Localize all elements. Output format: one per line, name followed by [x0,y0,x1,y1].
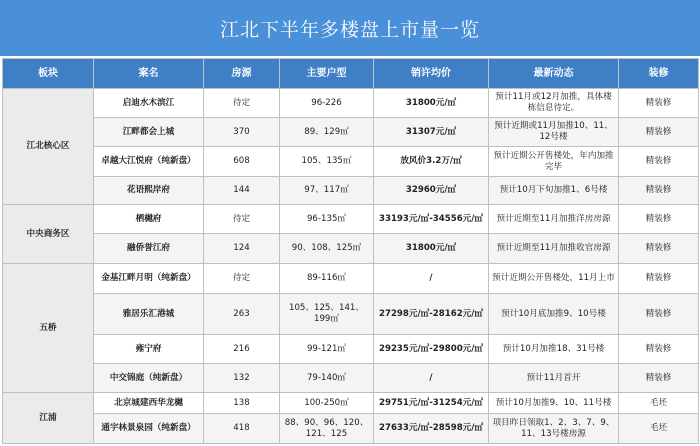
column-header-name: 案名 [94,59,204,89]
project-name-cell: 融侨誉江府 [94,234,204,264]
table-row [3,118,699,147]
table-row [3,264,699,294]
supply-cell: 待定 [204,205,280,234]
layout-cell: 90、108、125㎡ [280,234,374,264]
column-header-decor: 装修 [619,59,699,89]
table-row [3,147,699,177]
decor-cell: 精装修 [619,264,699,294]
project-name-cell: 通宇林景泉园（纯新盘） [94,414,204,444]
supply-cell: 待定 [204,264,280,294]
news-cell: 预计10月底加推9、10号楼 [489,294,619,335]
layout-cell: 105、125、141、199㎡ [280,294,374,335]
layout-cell: 100-250㎡ [280,393,374,414]
price-cell: 32960元/㎡ [374,177,489,205]
news-cell: 预计11月或12月加推，具体楼栋信息待定。 [489,89,619,118]
supply-cell: 144 [204,177,280,205]
supply-cell: 待定 [204,89,280,118]
supply-cell: 608 [204,147,280,177]
table-row [3,177,699,205]
layout-cell: 89、129㎡ [280,118,374,147]
news-cell: 预计11月首开 [489,364,619,393]
price-cell: 29235元/㎡-29800元/㎡ [374,335,489,364]
news-cell: 项目昨日领取1、2、3、7、9、11、13号楼房源 [489,414,619,444]
news-cell: 预计近期至11月加推洋房房源 [489,205,619,234]
table-row [3,414,699,444]
table-row [3,205,699,234]
layout-cell: 89-116㎡ [280,264,374,294]
decor-cell: 精装修 [619,147,699,177]
decor-cell: 精装修 [619,335,699,364]
layout-cell: 88、90、96、120、121、125 [280,414,374,444]
supply-cell: 418 [204,414,280,444]
decor-cell: 精装修 [619,364,699,393]
supply-cell: 263 [204,294,280,335]
supply-cell: 138 [204,393,280,414]
project-name-cell: 雅居乐汇港城 [94,294,204,335]
table-header-row [3,59,699,89]
project-name-cell: 雍宁府 [94,335,204,364]
project-name-cell: 中交锦庭（纯新盘） [94,364,204,393]
table-row [3,393,699,414]
block-cell: 江浦 [3,393,94,444]
price-cell: 放风价3.2万/㎡ [374,147,489,177]
decor-cell: 精装修 [619,118,699,147]
news-cell: 预计近期公开售楼处，年内加推完毕 [489,147,619,177]
project-name-cell: 栖樾府 [94,205,204,234]
project-name-cell: 金基江畔月明（纯新盘） [94,264,204,294]
table-row [3,234,699,264]
decor-cell: 精装修 [619,294,699,335]
page-title: 江北下半年多楼盘上市量一览 [0,0,700,56]
table-row [3,294,699,335]
decor-cell: 毛坯 [619,414,699,444]
project-name-cell: 卓越大江悦府（纯新盘） [94,147,204,177]
layout-cell: 105、135㎡ [280,147,374,177]
block-cell: 五桥 [3,264,94,393]
table-row [3,364,699,393]
block-cell: 江北核心区 [3,89,94,205]
news-cell: 预计10月加推9、10、11号楼 [489,393,619,414]
layout-cell: 97、117㎡ [280,177,374,205]
layout-cell: 96-226 [280,89,374,118]
price-cell: 27298元/㎡-28162元/㎡ [374,294,489,335]
column-header-block: 板块 [3,59,94,89]
column-header-layout: 主要户型 [280,59,374,89]
news-cell: 预计近期公开售楼处，11月上市 [489,264,619,294]
news-cell: 预计10月加推18、31号楼 [489,335,619,364]
price-cell: 31307元/㎡ [374,118,489,147]
column-header-news: 最新动态 [489,59,619,89]
price-cell: / [374,364,489,393]
price-cell: / [374,264,489,294]
supply-cell: 370 [204,118,280,147]
supply-cell: 216 [204,335,280,364]
table-row [3,335,699,364]
project-name-cell: 启迪水木滨江 [94,89,204,118]
supply-cell: 124 [204,234,280,264]
column-header-price: 销许均价 [374,59,489,89]
price-cell: 31800元/㎡ [374,89,489,118]
layout-cell: 99-121㎡ [280,335,374,364]
supply-cell: 132 [204,364,280,393]
table-row [3,89,699,118]
layout-cell: 79-140㎡ [280,364,374,393]
news-cell: 预计近期至11月加推收官房源 [489,234,619,264]
project-name-cell: 北京城建西华龙樾 [94,393,204,414]
project-name-cell: 花语熙岸府 [94,177,204,205]
decor-cell: 毛坯 [619,393,699,414]
layout-cell: 96-135㎡ [280,205,374,234]
price-cell: 33193元/㎡-34556元/㎡ [374,205,489,234]
price-cell: 31800元/㎡ [374,234,489,264]
project-name-cell: 江畔都会上城 [94,118,204,147]
price-cell: 27633元/㎡-28598元/㎡ [374,414,489,444]
decor-cell: 精装修 [619,89,699,118]
news-cell: 预计10月下旬加推1、6号楼 [489,177,619,205]
decor-cell: 精装修 [619,234,699,264]
decor-cell: 精装修 [619,205,699,234]
column-header-supply: 房源 [204,59,280,89]
news-cell: 预计近期或11月加推10、11、12号楼 [489,118,619,147]
decor-cell: 精装修 [619,177,699,205]
block-cell: 中央商务区 [3,205,94,264]
price-cell: 29751元/㎡-31254元/㎡ [374,393,489,414]
listing-table [2,58,699,444]
